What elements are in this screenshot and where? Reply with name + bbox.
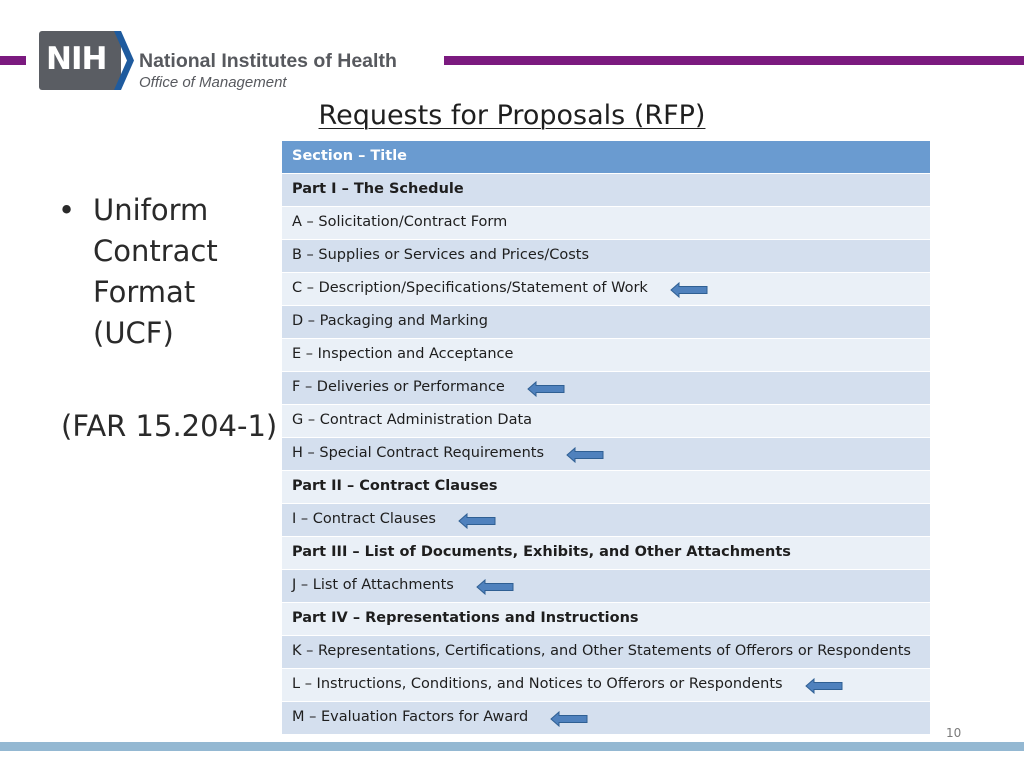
table-row <box>282 405 930 438</box>
table-row <box>282 273 930 306</box>
table-part-row <box>282 471 930 504</box>
table-row <box>282 570 930 603</box>
bullet-line: Format <box>93 275 196 309</box>
left-arrow-icon <box>458 513 496 529</box>
table-row-label: K – Representations, Certifications, and Other Statements of Offerors or Respondents <box>292 643 911 659</box>
page-number: 10 <box>946 726 962 740</box>
bullet-dot-icon: • <box>58 193 76 227</box>
table-row-label: G – Contract Administration Data <box>292 412 533 428</box>
table-row-label: Part II – Contract Clauses <box>292 478 498 494</box>
header-accent-bar-left <box>0 56 26 65</box>
rfp-sections-table <box>282 141 930 735</box>
table-row <box>282 438 930 471</box>
bullet-line: (UCF) <box>93 316 174 350</box>
nih-logo-text: NIH <box>46 41 107 77</box>
slide-title-text: Requests for Proposals (RFP) <box>318 100 706 131</box>
table-row-label: D – Packaging and Marking <box>292 313 488 329</box>
table-row-label: E – Inspection and Acceptance <box>292 346 514 362</box>
left-arrow-icon <box>566 447 604 463</box>
left-arrow-icon <box>550 711 588 727</box>
left-arrow-icon <box>805 678 843 694</box>
logo-chevron-icon <box>114 31 134 90</box>
left-arrow-icon <box>670 282 708 298</box>
table-row-label: Part III – List of Documents, Exhibits, and Other Attachments <box>292 544 791 560</box>
table-part-row <box>282 174 930 207</box>
table-part-row <box>282 603 930 636</box>
table-row-label: L – Instructions, Conditions, and Notices to Offerors or Respondents <box>292 676 783 692</box>
table-row-label: I – Contract Clauses <box>292 511 436 527</box>
left-arrow-icon <box>527 381 565 397</box>
table-row-label: Part IV – Representations and Instructions <box>292 610 639 626</box>
table-row <box>282 636 930 669</box>
slide-title <box>0 100 1024 131</box>
header-accent-bar-right <box>444 56 1024 65</box>
table-header: Section – Title <box>282 141 930 174</box>
bullet-ucf <box>58 190 218 354</box>
table-row <box>282 702 930 735</box>
bullet-text <box>93 190 218 354</box>
far-reference: (FAR 15.204-1) <box>61 409 278 443</box>
table-row-label: M – Evaluation Factors for Award <box>292 709 529 725</box>
table-row <box>282 339 930 372</box>
table-row-label: J – List of Attachments <box>292 577 454 593</box>
table-row <box>282 504 930 537</box>
table-row-label: H – Special Contract Requirements <box>292 445 545 461</box>
org-subtitle: Office of Management <box>139 74 287 91</box>
footer-bar <box>0 742 1024 751</box>
table-row <box>282 207 930 240</box>
table-row-label: A – Solicitation/Contract Form <box>292 214 508 230</box>
bullet-line: Uniform <box>93 193 209 227</box>
table-part-row <box>282 537 930 570</box>
left-arrow-icon <box>476 579 514 595</box>
org-name: National Institutes of Health <box>139 50 397 72</box>
table-row-label: C – Description/Specifications/Statement of Work <box>292 280 648 296</box>
table-row-label: B – Supplies or Services and Prices/Costs <box>292 247 590 263</box>
table-row <box>282 669 930 702</box>
table-row <box>282 372 930 405</box>
table-row-label: Part I – The Schedule <box>292 181 464 197</box>
bullet-line: Contract <box>93 234 218 268</box>
table-row <box>282 306 930 339</box>
table-row <box>282 240 930 273</box>
table-row-label: F – Deliveries or Performance <box>292 379 505 395</box>
